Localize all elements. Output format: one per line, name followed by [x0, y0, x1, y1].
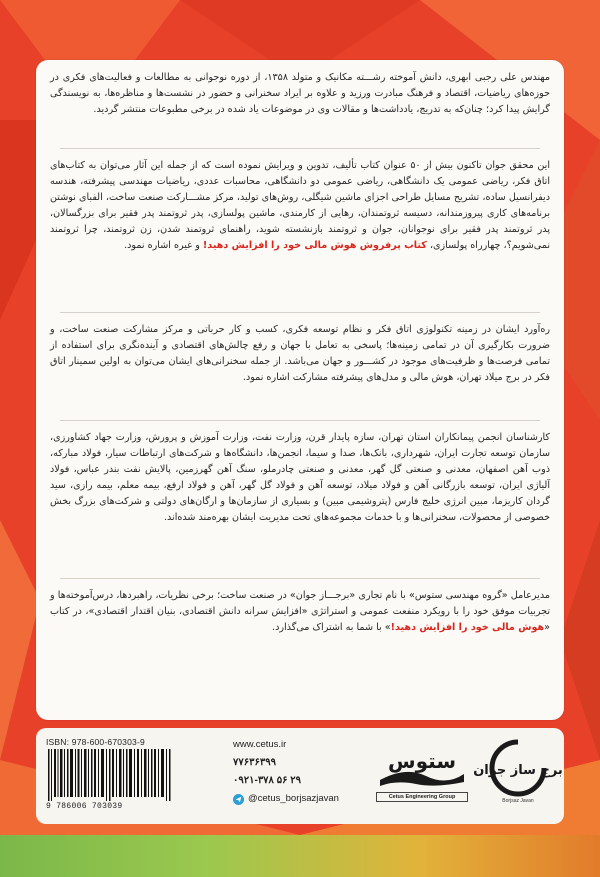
- barcode-image: [46, 749, 176, 801]
- bio-paragraph: [50, 70, 550, 118]
- borj-sazjavan-logo: [473, 738, 563, 814]
- clients-paragraph: [50, 430, 550, 526]
- bio-text: مهندس علی رجبی ابهری، دانش آموخته رشـــته مکانیک و متولد ۱۳۵۸، از دوره نوجوانی به مطالعات و فعالیت‌های فکری در حوزه‌های ریاضیات، اقتصاد و فرهنگ مبادرت ورزید و علاوه بر ایراد سخنرانی و حضور در نشست‌ها و مناظره‌ها، به نویسندگی گرایش پیدا کرد؛ چنان‌که به تدریج، یادداشت‌ها و مقالات وی در موضوعات یاد شده در برخی مطبوعات منتشر گردید.: [50, 72, 550, 115]
- cetus-logo: [376, 746, 468, 806]
- ceo-text: مدیرعامل «گروه مهندسی ستوس» با نام تجاری «برجـــاز جوان» در صنعت ساخت؛ برخی نظریات، راهبردها، درس‌آموخته‌ها و تجربیات موفق خود را با رویکرد منفعت عمومی و استراتژی «افزایش سرانه دانش اقتصادی، بنیان اقتدار اقتصادی»، در کتاب «: [50, 590, 550, 633]
- telegram-row[interactable]: [233, 790, 363, 808]
- borj-logo-caption: Borjsaz Javan: [502, 798, 534, 804]
- divider: [60, 420, 540, 421]
- bottom-color-band: [0, 835, 600, 877]
- telegram-handle: @cetus_borjsazjavan: [248, 793, 339, 804]
- borj-logo-text: برج ساز جوان: [473, 763, 563, 778]
- clients-text: کارشناسان انجمن پیمانکاران استان تهران، سازه پایدار قرن، وزارت نفت، وزارت آموزش و پرورش، وزارت جهاد کشاورزی، سازمان توسعه تجارت ایران، شهرداری، بانک‌ها، صدا و سیما، انجمن‌ها، دانشگاه‌ها و شرکت‌های ارتباطات سیار، فولاد مبارکه، ذوب آهن اصفهان، معدنی و صنعتی گل گهر، معدنی و صنعتی چادرملو، سنگ آهن گهرزمین، پالایش نفت بندر عباس، فولاد آلیاژی ایران، توسعه بازرگانی آهن و فولاد میلاد، توسعه آهن و فولاد گل گهر، آهن و فولاد ارفع، بیمه معلم، بیمه رازی، سید گردان کاریزما، مبین انرژی خلیج فارس (پتروشیمی مبین) و بسیاری از سازمان‌ها و ارگان‌های دولتی و شرکت‌های بزرگ بخش خصوصی از محصولات، سخنرانی‌ها و با خدمات مجموعه‌های تحت مدیریت ایشان بهره‌مند شده‌اند.: [50, 432, 550, 523]
- phone-number: ۷۷۶۳۶۳۹۹: [233, 757, 276, 768]
- achievements-paragraph: [50, 322, 550, 386]
- book-title-highlight: کتاب پرفروش هوش مالی خود را افزایش دهید!: [202, 240, 427, 251]
- works-text: این محقق جوان تاکنون بیش از ۵۰ عنوان کتاب تألیف، تدوین و ویرایش نموده است که از جمله این آثار می‌توان به کتاب‌های اتاق فکر، ریاضی عمومی یک دانشگاهی، ریاضی عمومی دو دانشگاهی، محاسبات عددی، ریاضیات مهندسی پیشرفته، هندسه دیفرانسیل ساده، تشریح مسایل طراحی اجزای ماشین شیگلی، روش‌های تولید، مرکز مشـــارکت صنعت ساخت، الفبای نوشتن برنامه‌های کاری پیروزمندانه، دسیسه ثروتمندان، رهایی از کارمندی، ماشین پولسازی، پدر ثروتمند پدر فقیر برای بزرگسالان، پدر ثروتمند پدر فقیر برای نوجوانان، جوان و ثروتمند بازنشسته شوید، راهنمای ثروتمند شدن، زن ثروتمند، چرا ثروتمند نمی‌شویم؟، چهارراه پولسازی،: [50, 160, 551, 251]
- telegram-icon: [233, 794, 244, 805]
- divider: [60, 578, 540, 579]
- website-link[interactable]: www.cetus.ir: [233, 739, 287, 750]
- cetus-logo-text: ستوس: [388, 749, 456, 773]
- works-text-end: و غیره اشاره نمود.: [124, 240, 203, 251]
- contact-block: [233, 736, 363, 808]
- achievements-text: ره‌آورد ایشان در زمینه تکنولوژی اتاق فکر و نظام توسعه فکری، کسب و کار حرباتی و مرکز مشارکت صنعت ساخت، و ضرورت بکارگیری آن در تمامی زمینه‌ها؛ پاسخی به تعامل با جهان و رفع چالش‌های اقتصادی و آینده‌نگری برای استفاده از تمامی فرصت‌ها و ظرفیت‌های موجود در کشـــور و جهان می‌باشد. از جمله سخنرانی‌های ایشان می‌توان به اولین سمینار اتاق فکر در برج میلاد تهران، هوش مالی و مدل‌های پیشرفته مشارکت اشاره نمود.: [50, 324, 550, 383]
- barcode-block: [46, 737, 176, 813]
- mobile-number: ۰۹۲۱-۳۷۸ ۵۶ ۲۹: [233, 775, 301, 786]
- ceo-text-end: » با شما به اشتراک می‌گذارد.: [272, 622, 391, 633]
- barcode-digits: 9 786006 703039: [46, 802, 123, 811]
- cetus-logo-caption: Cetus Engineering Group: [376, 792, 468, 802]
- isbn-label: ISBN: 978-600-670303-9: [46, 737, 145, 747]
- works-paragraph: [50, 158, 550, 254]
- ceo-paragraph: [50, 588, 550, 636]
- book-title-highlight: هوش مالی خود را افزایش دهید!: [390, 622, 545, 633]
- divider: [60, 312, 540, 313]
- divider: [60, 148, 540, 149]
